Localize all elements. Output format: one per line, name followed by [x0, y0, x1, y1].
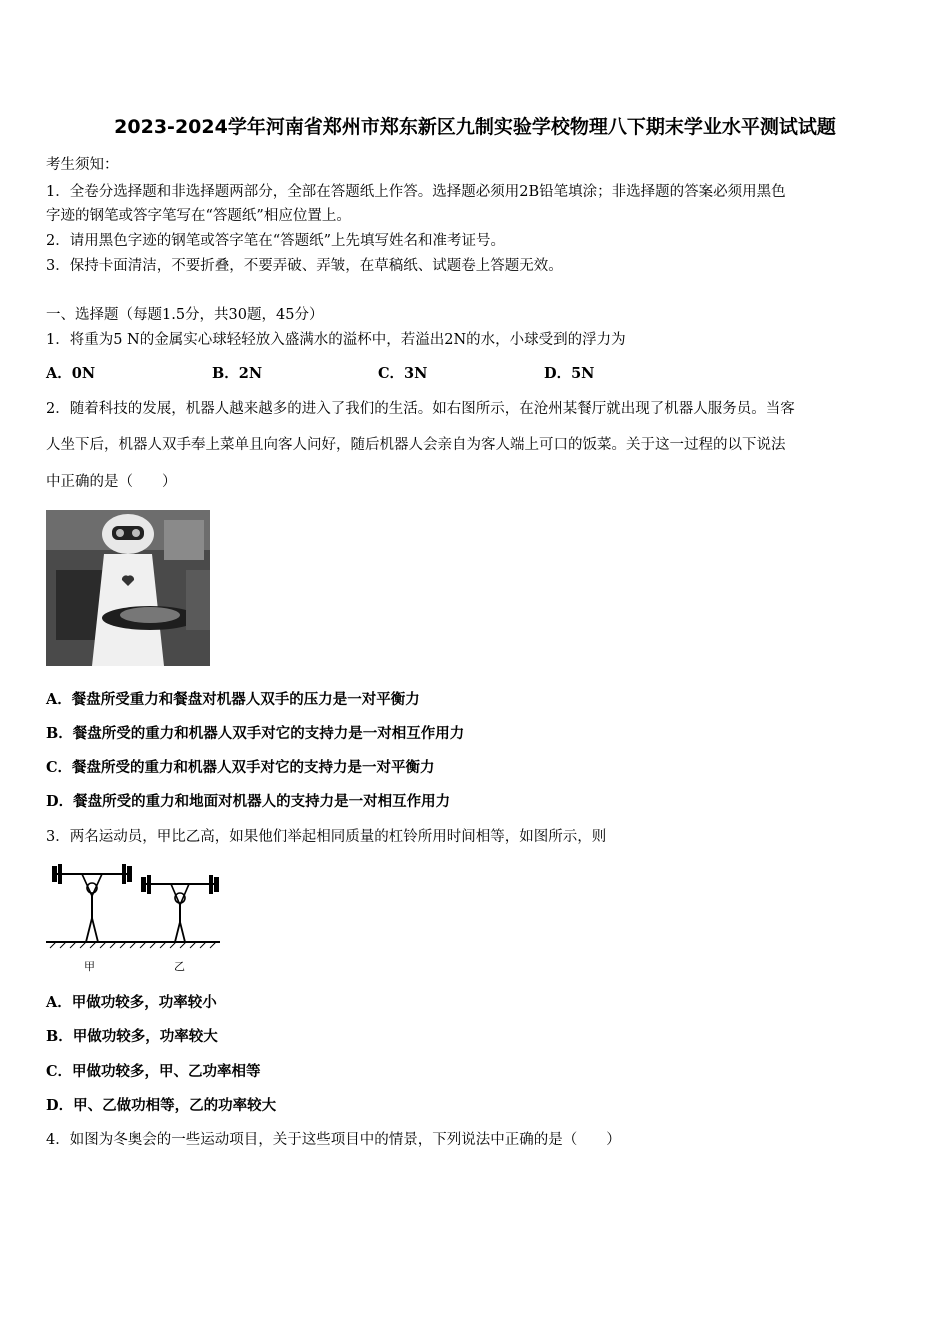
- question-1-stem: 1．将重为5 N的金属实心球轻轻放入盛满水的溢杯中，若溢出2N的水，小球受到的浮力为: [46, 332, 626, 348]
- question-1-options: [46, 362, 710, 383]
- notice-heading: 考生须知：: [46, 157, 119, 173]
- q3-option-d: D．甲、乙做功相等，乙的功率较大: [46, 1097, 277, 1114]
- label-jia: 甲: [84, 960, 95, 973]
- q3-option-a: A．甲做功较多，功率较小: [46, 994, 217, 1011]
- notice-item: 1．全卷分选择题和非选择题两部分，全部在答题纸上作答。选择题必须用2B铅笔填涂；非选择题的答案必须用黑色: [46, 184, 786, 200]
- question-4-stem: 4．如图为冬奥会的一些运动项目，关于这些项目中的情景，下列说法中正确的是（ ）: [46, 1132, 621, 1148]
- weightlifters-figure: [44, 862, 224, 977]
- q2-option-c: C．餐盘所受的重力和机器人双手对它的支持力是一对平衡力: [46, 759, 435, 776]
- q1-option-a: A．0N: [46, 365, 96, 382]
- q3-option-b: B．甲做功较多，功率较大: [46, 1028, 218, 1045]
- robot-waiter-photo: [46, 510, 210, 666]
- q3-option-c: C．甲做功较多，甲、乙功率相等: [46, 1063, 261, 1080]
- q1-option-c: C．3N: [378, 365, 428, 382]
- label-yi: 乙: [174, 960, 185, 973]
- question-2-stem: 中正确的是（ ）: [46, 474, 177, 490]
- page-title: 2023-2024学年河南省郑州市郑东新区九制实验学校物理八下期末学业水平测试试题: [114, 116, 836, 138]
- q1-option-b: B．2N: [212, 365, 263, 382]
- question-2-stem: 2．随着科技的发展，机器人越来越多的进入了我们的生活。如右图所示，在沧州某餐厅就出现了机器人服务员。当客: [46, 401, 795, 417]
- notice-item: 3．保持卡面清洁，不要折叠，不要弄破、弄皱，在草稿纸、试题卷上答题无效。: [46, 258, 563, 274]
- notice-item: 字迹的钢笔或答字笔写在“答题纸”相应位置上。: [46, 208, 351, 224]
- robot-waiter-illustration: [46, 510, 210, 666]
- q2-option-d: D．餐盘所受的重力和地面对机器人的支持力是一对相互作用力: [46, 793, 451, 810]
- question-2-stem: 人坐下后，机器人双手奉上菜单且向客人问好，随后机器人会亲自为客人端上可口的饭菜。关于这一过程的以下说法: [46, 437, 786, 453]
- section-heading: 一、选择题（每题1.5分，共30题，45分）: [46, 307, 324, 323]
- notice-item: 2．请用黑色字迹的钢笔或答字笔在“答题纸”上先填写姓名和准考证号。: [46, 233, 506, 249]
- question-3-stem: 3．两名运动员，甲比乙高，如果他们举起相同质量的杠铃所用时间相等，如图所示，则: [46, 829, 607, 845]
- q2-option-b: B．餐盘所受的重力和机器人双手对它的支持力是一对相互作用力: [46, 725, 465, 742]
- q1-option-d: D．5N: [544, 365, 595, 382]
- q2-option-a: A．餐盘所受重力和餐盘对机器人双手的压力是一对平衡力: [46, 691, 420, 708]
